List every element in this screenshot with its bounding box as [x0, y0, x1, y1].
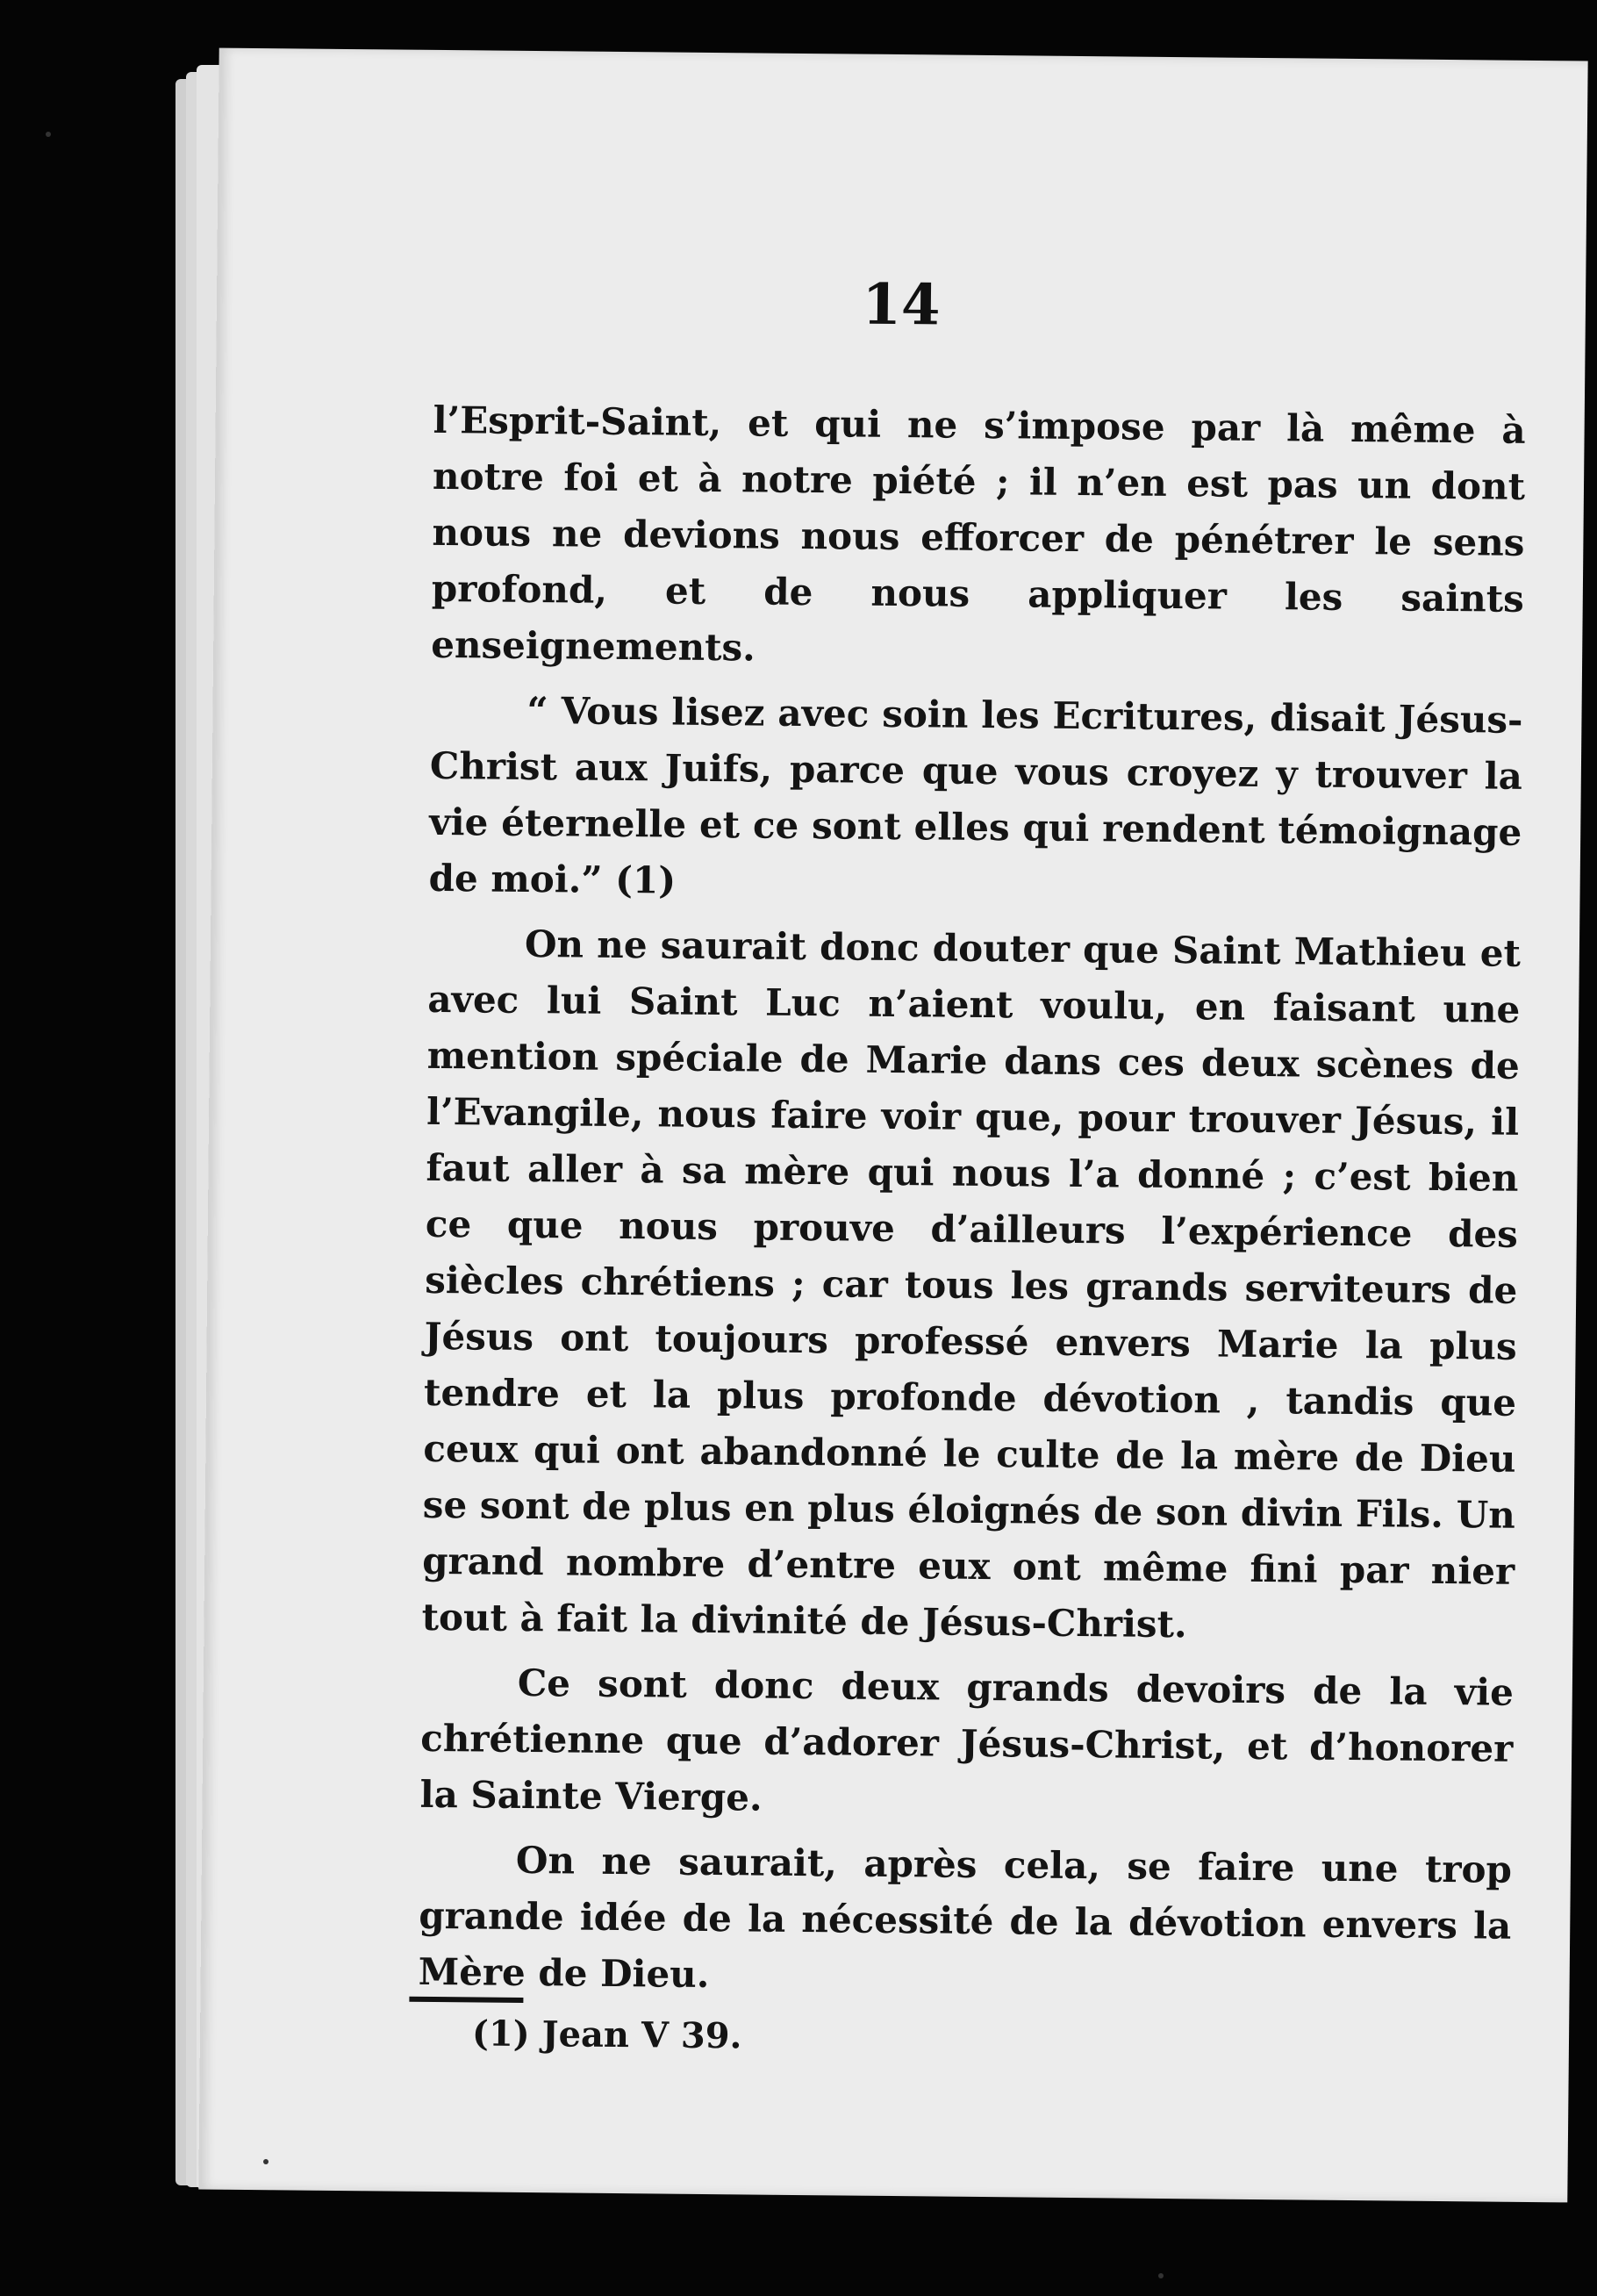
footnote: (1) Jean V 39. [471, 2013, 742, 2057]
book-page [198, 48, 1587, 2203]
paragraph: l’Esprit-Saint, et qui ne s’impose par là même à notre foi et à notre piété ; il n’en est pas un dont nous ne devions nous efforcer de pénétrer le sens profond, et de nous appliquer les saints enseignements. [430, 398, 1526, 670]
dust-speck [263, 2159, 269, 2164]
body-text [418, 392, 1526, 2020]
page-number: 14 [862, 271, 941, 339]
dust-speck [46, 132, 51, 137]
paragraph: “ Vous lisez avec soin les Ecritures, disait Jésus-Christ aux Juifs, parce que vous croyez y trouver la vie éternelle et ce sont elles qui rendent témoignage de moi.” (1) [428, 688, 1523, 902]
footnote-rule [409, 1997, 523, 2003]
dust-speck [1158, 2273, 1164, 2278]
paragraph: On ne saurait donc douter que Saint Mathieu et avec lui Saint Luc n’aient voulu, en faisant une mention spéciale de Marie dans ces deux scènes de l’Evangile, nous faire voir que, pour trouver Jésus, il faut aller à sa mère qui nous l’a donné ; c’est bien ce que nous prouve d’ailleurs l’expérience des siècles chrétiens ; car tous les grands serviteurs de Jésus ont toujours professé envers Marie la plus tendre et la plus profonde dévotion , tandis que ceux qui ont abandonné le culte de la mère de Dieu se sont de plus en plus éloignés de son divin Fils. Un grand nombre d’entre eux ont même fini par nier tout à fait la divinité de Jésus-Christ. [421, 922, 1522, 1647]
paragraph: On ne saurait, après cela, se faire une trop grande idée de la nécessité de la dévotion envers la Mère de Dieu. [418, 1838, 1513, 1997]
paragraph: Ce sont donc deux grands devoirs de la vie chrétienne que d’adorer Jésus-Christ, et d’honorer la Sainte Vierge. [419, 1661, 1515, 1819]
